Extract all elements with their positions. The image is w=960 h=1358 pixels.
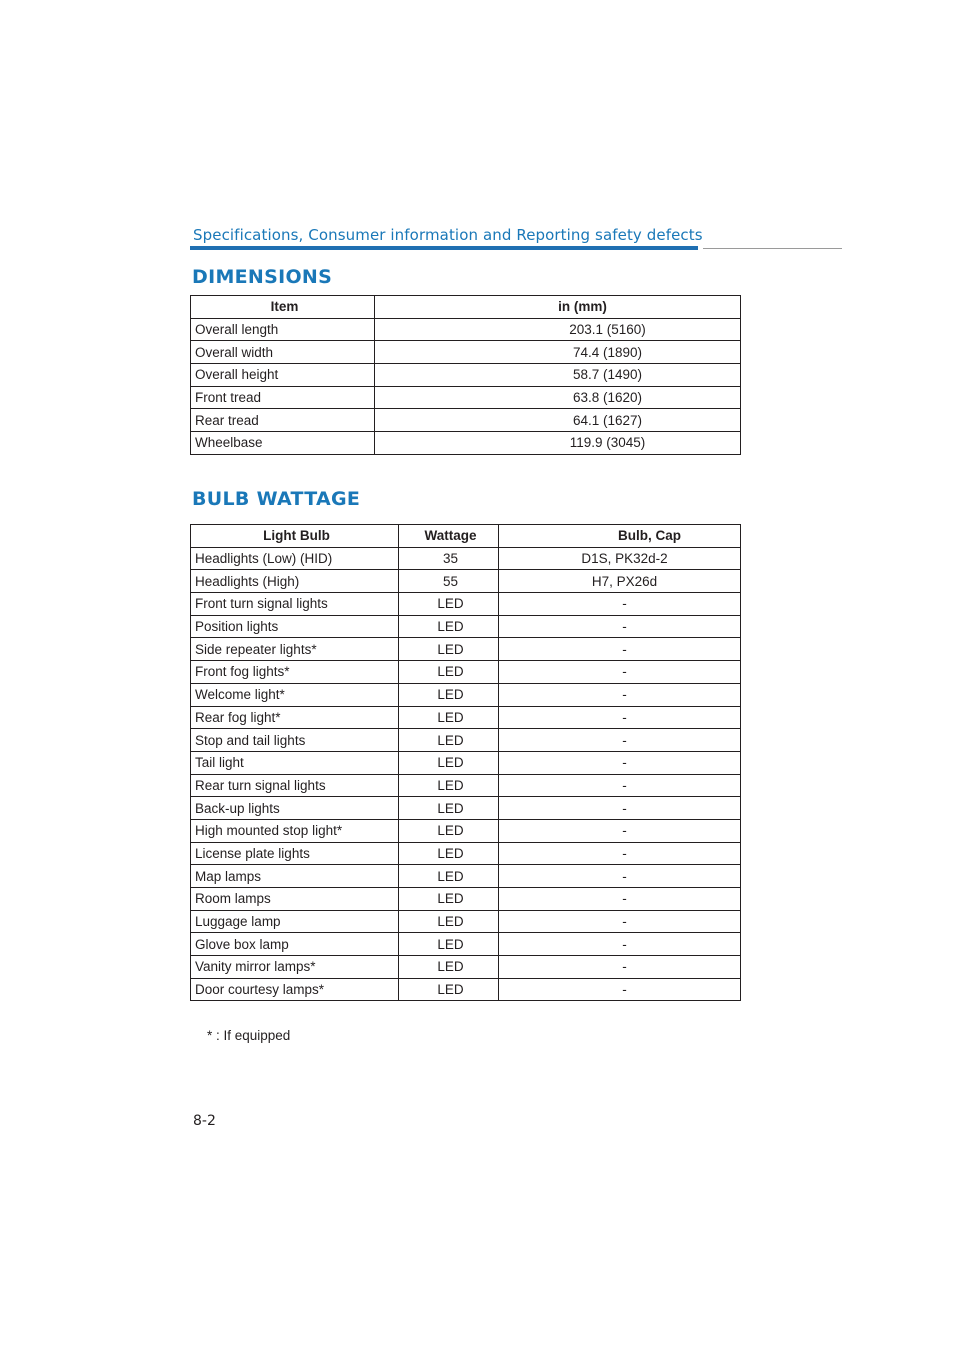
table-cell: 203.1 (5160): [375, 318, 741, 341]
table-row: [191, 593, 741, 616]
table-row: [191, 797, 741, 820]
table-cell: LED: [399, 888, 499, 911]
table-cell: -: [499, 638, 741, 661]
table-cell: -: [499, 615, 741, 638]
table-cell: License plate lights: [191, 842, 399, 865]
table-cell: LED: [399, 819, 499, 842]
table-row: [191, 570, 741, 593]
column-header-light-bulb: Light Bulb: [191, 525, 399, 548]
table-cell: Front tread: [191, 386, 375, 409]
table-row: [191, 978, 741, 1001]
table-cell: LED: [399, 774, 499, 797]
header-title: Specifications, Consumer information and Reporting safety defects: [193, 226, 703, 244]
table-cell: -: [499, 933, 741, 956]
table-cell: LED: [399, 842, 499, 865]
table-cell: LED: [399, 751, 499, 774]
table-cell: -: [499, 706, 741, 729]
table-cell: Door courtesy lamps*: [191, 978, 399, 1001]
table-row: [191, 409, 741, 432]
table-cell: Vanity mirror lamps*: [191, 956, 399, 979]
table-cell: Tail light: [191, 751, 399, 774]
bulb-wattage-title: BULB WATTAGE: [192, 488, 361, 510]
table-cell: D1S, PK32d-2: [499, 547, 741, 570]
page-number: 8-2: [193, 1113, 216, 1129]
table-row: [191, 933, 741, 956]
column-header-bulb-cap: Bulb, Cap: [499, 525, 741, 548]
table-cell: Welcome light*: [191, 683, 399, 706]
table-cell: 35: [399, 547, 499, 570]
table-cell: LED: [399, 910, 499, 933]
table-row: [191, 956, 741, 979]
table-row: [191, 706, 741, 729]
table-row: [191, 751, 741, 774]
header-rule: [703, 248, 842, 249]
dimensions-title: DIMENSIONS: [192, 266, 333, 288]
table-cell: -: [499, 797, 741, 820]
bulb-wattage-table: [190, 524, 741, 1001]
table-cell: H7, PX26d: [499, 570, 741, 593]
table-header-row: [191, 525, 741, 548]
table-cell: LED: [399, 933, 499, 956]
table-cell: LED: [399, 706, 499, 729]
table-cell: Map lamps: [191, 865, 399, 888]
table-row: [191, 888, 741, 911]
dimensions-table: [190, 295, 741, 455]
table-row: [191, 615, 741, 638]
table-cell: High mounted stop light*: [191, 819, 399, 842]
table-row: [191, 432, 741, 455]
table-cell: Room lamps: [191, 888, 399, 911]
table-cell: Rear tread: [191, 409, 375, 432]
table-cell: 55: [399, 570, 499, 593]
table-cell: LED: [399, 683, 499, 706]
table-row: [191, 729, 741, 752]
table-cell: -: [499, 865, 741, 888]
table-cell: Rear fog light*: [191, 706, 399, 729]
table-cell: LED: [399, 956, 499, 979]
table-cell: 58.7 (1490): [375, 364, 741, 387]
table-cell: 119.9 (3045): [375, 432, 741, 455]
table-cell: Front turn signal lights: [191, 593, 399, 616]
table-cell: -: [499, 888, 741, 911]
column-header-wattage: Wattage: [399, 525, 499, 548]
header-accent-bar: [190, 246, 698, 250]
table-cell: Luggage lamp: [191, 910, 399, 933]
table-row: [191, 910, 741, 933]
table-cell: -: [499, 842, 741, 865]
table-cell: -: [499, 593, 741, 616]
table-cell: Front fog lights*: [191, 661, 399, 684]
table-cell: 74.4 (1890): [375, 341, 741, 364]
table-cell: -: [499, 751, 741, 774]
table-row: [191, 842, 741, 865]
table-cell: Rear turn signal lights: [191, 774, 399, 797]
table-cell: Back-up lights: [191, 797, 399, 820]
table-cell: -: [499, 910, 741, 933]
table-cell: 63.8 (1620): [375, 386, 741, 409]
table-cell: Overall length: [191, 318, 375, 341]
table-cell: -: [499, 819, 741, 842]
table-cell: LED: [399, 593, 499, 616]
table-cell: -: [499, 661, 741, 684]
footnote: * : If equipped: [207, 1028, 291, 1043]
page-header: [190, 224, 842, 254]
table-cell: Overall width: [191, 341, 375, 364]
table-cell: -: [499, 729, 741, 752]
table-cell: Glove box lamp: [191, 933, 399, 956]
table-cell: LED: [399, 865, 499, 888]
table-row: [191, 386, 741, 409]
table-cell: -: [499, 978, 741, 1001]
table-cell: LED: [399, 978, 499, 1001]
table-cell: LED: [399, 797, 499, 820]
table-row: [191, 865, 741, 888]
table-cell: Stop and tail lights: [191, 729, 399, 752]
table-cell: -: [499, 774, 741, 797]
table-header-row: [191, 296, 741, 319]
table-cell: LED: [399, 661, 499, 684]
table-cell: LED: [399, 615, 499, 638]
table-row: [191, 774, 741, 797]
table-cell: Wheelbase: [191, 432, 375, 455]
table-cell: Overall height: [191, 364, 375, 387]
table-cell: Position lights: [191, 615, 399, 638]
table-cell: LED: [399, 729, 499, 752]
table-row: [191, 683, 741, 706]
table-row: [191, 638, 741, 661]
table-row: [191, 547, 741, 570]
table-cell: Side repeater lights*: [191, 638, 399, 661]
table-cell: LED: [399, 638, 499, 661]
table-cell: -: [499, 956, 741, 979]
table-row: [191, 364, 741, 387]
table-row: [191, 819, 741, 842]
table-cell: 64.1 (1627): [375, 409, 741, 432]
column-header-value: in (mm): [375, 296, 741, 319]
table-cell: Headlights (Low) (HID): [191, 547, 399, 570]
table-row: [191, 341, 741, 364]
column-header-item: Item: [191, 296, 375, 319]
table-row: [191, 661, 741, 684]
table-cell: Headlights (High): [191, 570, 399, 593]
table-cell: -: [499, 683, 741, 706]
table-row: [191, 318, 741, 341]
